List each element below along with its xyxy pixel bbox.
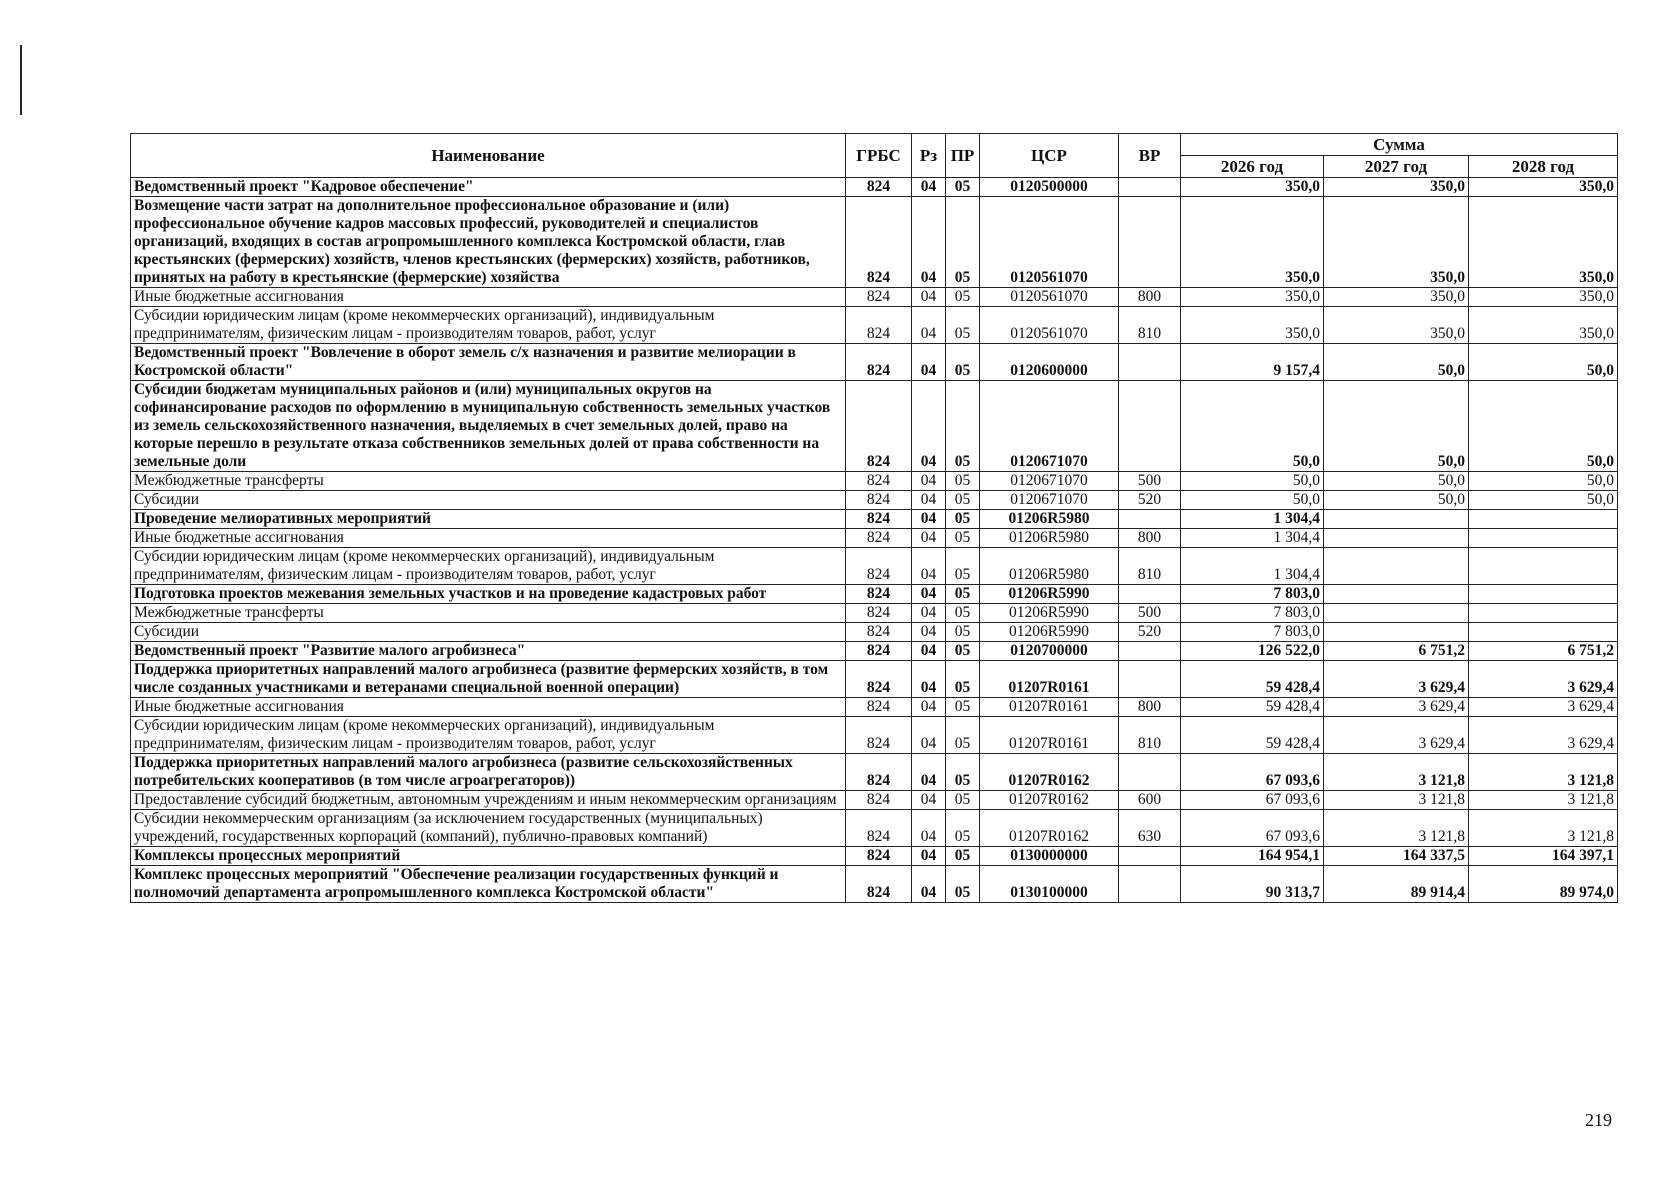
table-row	[131, 381, 1618, 472]
cell-grbs: 824	[846, 698, 912, 717]
cell-vr	[1119, 642, 1181, 661]
cell-rz: 04	[912, 754, 946, 791]
cell-csr: 01206R5990	[980, 585, 1119, 604]
cell-vr	[1119, 754, 1181, 791]
cell-csr: 01207R0161	[980, 698, 1119, 717]
cell-grbs: 824	[846, 288, 912, 307]
cell-y2026: 7 803,0	[1181, 585, 1324, 604]
cell-y2027: 350,0	[1324, 197, 1469, 288]
page-number: 219	[1585, 1110, 1612, 1130]
cell-vr: 600	[1119, 791, 1181, 810]
table-body	[131, 178, 1618, 903]
cell-y2027: 3 121,8	[1324, 791, 1469, 810]
cell-name: Межбюджетные трансферты	[131, 604, 846, 623]
cell-y2027: 3 121,8	[1324, 754, 1469, 791]
table-row	[131, 623, 1618, 642]
cell-pr: 05	[946, 717, 980, 754]
cell-y2027: 3 121,8	[1324, 810, 1469, 847]
cell-vr	[1119, 344, 1181, 381]
cell-y2026: 7 803,0	[1181, 604, 1324, 623]
cell-name: Субсидии юридическим лицам (кроме некоммерческих организаций), индивидуальным предпринимателям, физическим лицам - производителям товаров, работ, услуг	[131, 307, 846, 344]
cell-rz: 04	[912, 510, 946, 529]
cell-pr: 05	[946, 178, 980, 197]
cell-y2028: 350,0	[1469, 288, 1618, 307]
cell-pr: 05	[946, 791, 980, 810]
table-row	[131, 491, 1618, 510]
cell-csr: 0120700000	[980, 642, 1119, 661]
cell-pr: 05	[946, 344, 980, 381]
cell-y2028: 350,0	[1469, 178, 1618, 197]
cell-vr	[1119, 197, 1181, 288]
table-row	[131, 791, 1618, 810]
cell-vr: 800	[1119, 288, 1181, 307]
cell-vr: 810	[1119, 307, 1181, 344]
cell-pr: 05	[946, 381, 980, 472]
table-row	[131, 661, 1618, 698]
cell-y2028: 50,0	[1469, 491, 1618, 510]
cell-name: Ведомственный проект "Кадровое обеспечение"	[131, 178, 846, 197]
cell-vr: 500	[1119, 604, 1181, 623]
cell-y2026: 50,0	[1181, 472, 1324, 491]
cell-y2026: 1 304,4	[1181, 510, 1324, 529]
cell-name: Субсидии юридическим лицам (кроме некоммерческих организаций), индивидуальным предпринимателям, физическим лицам - производителям товаров, работ, услуг	[131, 548, 846, 585]
cell-y2028: 3 121,8	[1469, 791, 1618, 810]
cell-pr: 05	[946, 197, 980, 288]
cell-grbs: 824	[846, 623, 912, 642]
table-row	[131, 847, 1618, 866]
cell-y2026: 164 954,1	[1181, 847, 1324, 866]
cell-y2027: 50,0	[1324, 491, 1469, 510]
cell-grbs: 824	[846, 585, 912, 604]
header-year-2028: 2028 год	[1469, 156, 1618, 178]
cell-name: Ведомственный проект "Развитие малого агробизнеса"	[131, 642, 846, 661]
cell-rz: 04	[912, 344, 946, 381]
cell-pr: 05	[946, 698, 980, 717]
cell-y2027	[1324, 529, 1469, 548]
table-row	[131, 344, 1618, 381]
table-row	[131, 197, 1618, 288]
cell-y2026: 9 157,4	[1181, 344, 1324, 381]
cell-pr: 05	[946, 510, 980, 529]
table-row	[131, 717, 1618, 754]
cell-y2028: 50,0	[1469, 381, 1618, 472]
header-grbs: ГРБС	[846, 134, 912, 178]
cell-pr: 05	[946, 288, 980, 307]
cell-vr	[1119, 381, 1181, 472]
cell-grbs: 824	[846, 810, 912, 847]
cell-y2026: 59 428,4	[1181, 698, 1324, 717]
cell-y2027: 3 629,4	[1324, 698, 1469, 717]
cell-name: Субсидии	[131, 491, 846, 510]
cell-rz: 04	[912, 604, 946, 623]
cell-pr: 05	[946, 810, 980, 847]
cell-pr: 05	[946, 472, 980, 491]
cell-rz: 04	[912, 866, 946, 903]
cell-y2028: 6 751,2	[1469, 642, 1618, 661]
cell-grbs: 824	[846, 491, 912, 510]
table-row	[131, 288, 1618, 307]
table-row	[131, 585, 1618, 604]
cell-name: Субсидии юридическим лицам (кроме некоммерческих организаций), индивидуальным предпринимателям, физическим лицам - производителям товаров, работ, услуг	[131, 717, 846, 754]
table-row	[131, 604, 1618, 623]
cell-csr: 01206R5980	[980, 510, 1119, 529]
cell-csr: 0130000000	[980, 847, 1119, 866]
cell-name: Ведомственный проект "Вовлечение в оборот земель с/х назначения и развитие мелиорации в Костромской области"	[131, 344, 846, 381]
cell-y2027: 50,0	[1324, 472, 1469, 491]
header-csr: ЦСР	[980, 134, 1119, 178]
cell-grbs: 824	[846, 307, 912, 344]
cell-grbs: 824	[846, 661, 912, 698]
cell-grbs: 824	[846, 604, 912, 623]
cell-rz: 04	[912, 491, 946, 510]
cell-y2026: 1 304,4	[1181, 548, 1324, 585]
cell-name: Комплексы процессных мероприятий	[131, 847, 846, 866]
cell-y2026: 59 428,4	[1181, 717, 1324, 754]
cell-csr: 01207R0161	[980, 717, 1119, 754]
cell-y2026: 67 093,6	[1181, 754, 1324, 791]
cell-grbs: 824	[846, 381, 912, 472]
cell-pr: 05	[946, 529, 980, 548]
cell-grbs: 824	[846, 548, 912, 585]
cell-csr: 0120561070	[980, 307, 1119, 344]
cell-y2026: 59 428,4	[1181, 661, 1324, 698]
cell-name: Комплекс процессных мероприятий "Обеспечение реализации государственных функций и полномочий департамента агропромышленного комплекса Костромской области"	[131, 866, 846, 903]
cell-rz: 04	[912, 288, 946, 307]
cell-pr: 05	[946, 307, 980, 344]
cell-y2026: 50,0	[1181, 381, 1324, 472]
cell-pr: 05	[946, 491, 980, 510]
cell-grbs: 824	[846, 529, 912, 548]
cell-name: Субсидии	[131, 623, 846, 642]
cell-name: Субсидии бюджетам муниципальных районов и (или) муниципальных округов на софинансирование расходов по оформлению в муниципальную собственность земельных участков из земель сельскохозяйственного назначения, выделяемых в счет земельных долей, право на которые перешло в результате отказа собственников земельных долей от права собственности на земельные доли	[131, 381, 846, 472]
cell-grbs: 824	[846, 344, 912, 381]
header-rz: Рз	[912, 134, 946, 178]
cell-csr: 01206R5980	[980, 548, 1119, 585]
cell-csr: 01207R0161	[980, 661, 1119, 698]
cell-rz: 04	[912, 381, 946, 472]
cell-name: Поддержка приоритетных направлений малого агробизнеса (развитие сельскохозяйственных потребительских кооперативов (в том числе агроагрегаторов))	[131, 754, 846, 791]
cell-vr: 810	[1119, 548, 1181, 585]
header-year-2026: 2026 год	[1181, 156, 1324, 178]
cell-name: Иные бюджетные ассигнования	[131, 529, 846, 548]
cell-vr	[1119, 847, 1181, 866]
cell-grbs: 824	[846, 717, 912, 754]
cell-y2026: 67 093,6	[1181, 810, 1324, 847]
cell-csr: 0130100000	[980, 866, 1119, 903]
cell-y2027: 6 751,2	[1324, 642, 1469, 661]
cell-csr: 0120671070	[980, 381, 1119, 472]
cell-y2026: 350,0	[1181, 197, 1324, 288]
header-sum: Сумма	[1181, 134, 1618, 156]
cell-y2027: 3 629,4	[1324, 661, 1469, 698]
header-year-2027: 2027 год	[1324, 156, 1469, 178]
cell-pr: 05	[946, 585, 980, 604]
cell-vr: 500	[1119, 472, 1181, 491]
cell-y2028: 50,0	[1469, 344, 1618, 381]
cell-name: Подготовка проектов межевания земельных участков и на проведение кадастровых работ	[131, 585, 846, 604]
header-pr: ПР	[946, 134, 980, 178]
cell-vr: 630	[1119, 810, 1181, 847]
cell-y2027: 350,0	[1324, 307, 1469, 344]
cell-vr	[1119, 510, 1181, 529]
cell-csr: 01207R0162	[980, 810, 1119, 847]
table-row	[131, 307, 1618, 344]
cell-y2027: 50,0	[1324, 344, 1469, 381]
cell-name: Предоставление субсидий бюджетным, автономным учреждениям и иным некоммерческим организациям	[131, 791, 846, 810]
cell-rz: 04	[912, 548, 946, 585]
cell-rz: 04	[912, 529, 946, 548]
cell-y2028: 50,0	[1469, 472, 1618, 491]
table-row	[131, 529, 1618, 548]
cell-y2028	[1469, 529, 1618, 548]
cell-grbs: 824	[846, 642, 912, 661]
cell-y2028: 89 974,0	[1469, 866, 1618, 903]
cell-name: Межбюджетные трансферты	[131, 472, 846, 491]
cell-y2027: 89 914,4	[1324, 866, 1469, 903]
cell-y2026: 350,0	[1181, 307, 1324, 344]
cell-vr	[1119, 661, 1181, 698]
cell-y2026: 67 093,6	[1181, 791, 1324, 810]
cell-grbs: 824	[846, 791, 912, 810]
table-row	[131, 810, 1618, 847]
cell-rz: 04	[912, 197, 946, 288]
cell-vr: 810	[1119, 717, 1181, 754]
cell-vr	[1119, 585, 1181, 604]
cell-y2028	[1469, 548, 1618, 585]
cell-csr: 0120561070	[980, 288, 1119, 307]
cell-vr	[1119, 178, 1181, 197]
cell-csr: 01206R5990	[980, 623, 1119, 642]
cell-y2028: 3 121,8	[1469, 754, 1618, 791]
cell-vr: 800	[1119, 529, 1181, 548]
header-name: Наименование	[131, 134, 846, 178]
cell-y2027: 350,0	[1324, 178, 1469, 197]
table-row	[131, 178, 1618, 197]
table-row	[131, 472, 1618, 491]
cell-y2026: 1 304,4	[1181, 529, 1324, 548]
cell-y2028: 350,0	[1469, 307, 1618, 344]
cell-pr: 05	[946, 623, 980, 642]
cell-y2028	[1469, 604, 1618, 623]
cell-y2028: 350,0	[1469, 197, 1618, 288]
margin-mark	[20, 45, 22, 115]
cell-y2027	[1324, 510, 1469, 529]
cell-y2027	[1324, 604, 1469, 623]
cell-grbs: 824	[846, 197, 912, 288]
cell-vr: 520	[1119, 623, 1181, 642]
table-row	[131, 510, 1618, 529]
cell-grbs: 824	[846, 754, 912, 791]
cell-rz: 04	[912, 642, 946, 661]
cell-csr: 01207R0162	[980, 754, 1119, 791]
cell-y2028	[1469, 510, 1618, 529]
cell-name: Возмещение части затрат на дополнительное профессиональное образование и (или) профессиональное обучение кадров массовых профессий, руководителей и специалистов организаций, входящих в состав агропромышленного комплекса Костромской области, глав крестьянских (фермерских) хозяйств, членов крестьянских (фермерских) хозяйств, работников, принятых на работу в крестьянские (фермерские) хозяйства	[131, 197, 846, 288]
cell-rz: 04	[912, 472, 946, 491]
cell-rz: 04	[912, 661, 946, 698]
cell-csr: 0120671070	[980, 491, 1119, 510]
cell-rz: 04	[912, 698, 946, 717]
cell-name: Иные бюджетные ассигнования	[131, 698, 846, 717]
cell-csr: 0120671070	[980, 472, 1119, 491]
cell-y2026: 50,0	[1181, 491, 1324, 510]
cell-grbs: 824	[846, 178, 912, 197]
cell-grbs: 824	[846, 847, 912, 866]
cell-csr: 0120500000	[980, 178, 1119, 197]
cell-grbs: 824	[846, 510, 912, 529]
cell-pr: 05	[946, 661, 980, 698]
cell-pr: 05	[946, 604, 980, 623]
cell-rz: 04	[912, 717, 946, 754]
cell-y2026: 90 313,7	[1181, 866, 1324, 903]
cell-csr: 0120561070	[980, 197, 1119, 288]
table-row	[131, 754, 1618, 791]
table-row	[131, 698, 1618, 717]
cell-pr: 05	[946, 866, 980, 903]
cell-y2027: 164 337,5	[1324, 847, 1469, 866]
header-vr: ВР	[1119, 134, 1181, 178]
cell-vr	[1119, 866, 1181, 903]
cell-vr: 520	[1119, 491, 1181, 510]
table-row	[131, 866, 1618, 903]
budget-table	[130, 133, 1618, 903]
cell-y2026: 350,0	[1181, 288, 1324, 307]
cell-name: Поддержка приоритетных направлений малого агробизнеса (развитие фермерских хозяйств, в том числе созданных участниками и ветеранами специальной военной операции)	[131, 661, 846, 698]
cell-y2028	[1469, 623, 1618, 642]
cell-name: Проведение мелиоративных мероприятий	[131, 510, 846, 529]
cell-rz: 04	[912, 791, 946, 810]
cell-rz: 04	[912, 623, 946, 642]
cell-csr: 0120600000	[980, 344, 1119, 381]
table-row	[131, 642, 1618, 661]
table-row	[131, 548, 1618, 585]
cell-rz: 04	[912, 847, 946, 866]
cell-y2027	[1324, 623, 1469, 642]
cell-name: Иные бюджетные ассигнования	[131, 288, 846, 307]
cell-rz: 04	[912, 178, 946, 197]
cell-y2028: 3 121,8	[1469, 810, 1618, 847]
cell-pr: 05	[946, 847, 980, 866]
cell-rz: 04	[912, 810, 946, 847]
cell-y2028	[1469, 585, 1618, 604]
cell-y2028: 3 629,4	[1469, 717, 1618, 754]
cell-y2028: 164 397,1	[1469, 847, 1618, 866]
cell-csr: 01206R5980	[980, 529, 1119, 548]
cell-y2026: 126 522,0	[1181, 642, 1324, 661]
cell-y2028: 3 629,4	[1469, 698, 1618, 717]
cell-y2027	[1324, 585, 1469, 604]
cell-pr: 05	[946, 548, 980, 585]
cell-y2027: 350,0	[1324, 288, 1469, 307]
cell-y2027	[1324, 548, 1469, 585]
cell-y2027: 50,0	[1324, 381, 1469, 472]
cell-y2028: 3 629,4	[1469, 661, 1618, 698]
cell-grbs: 824	[846, 472, 912, 491]
cell-pr: 05	[946, 642, 980, 661]
cell-grbs: 824	[846, 866, 912, 903]
cell-rz: 04	[912, 585, 946, 604]
cell-y2026: 350,0	[1181, 178, 1324, 197]
cell-y2027: 3 629,4	[1324, 717, 1469, 754]
cell-y2026: 7 803,0	[1181, 623, 1324, 642]
cell-vr: 800	[1119, 698, 1181, 717]
cell-csr: 01207R0162	[980, 791, 1119, 810]
cell-name: Субсидии некоммерческим организациям (за исключением государственных (муниципальных) учреждений, государственных корпораций (компаний), публично-правовых компаний)	[131, 810, 846, 847]
cell-pr: 05	[946, 754, 980, 791]
cell-csr: 01206R5990	[980, 604, 1119, 623]
cell-rz: 04	[912, 307, 946, 344]
